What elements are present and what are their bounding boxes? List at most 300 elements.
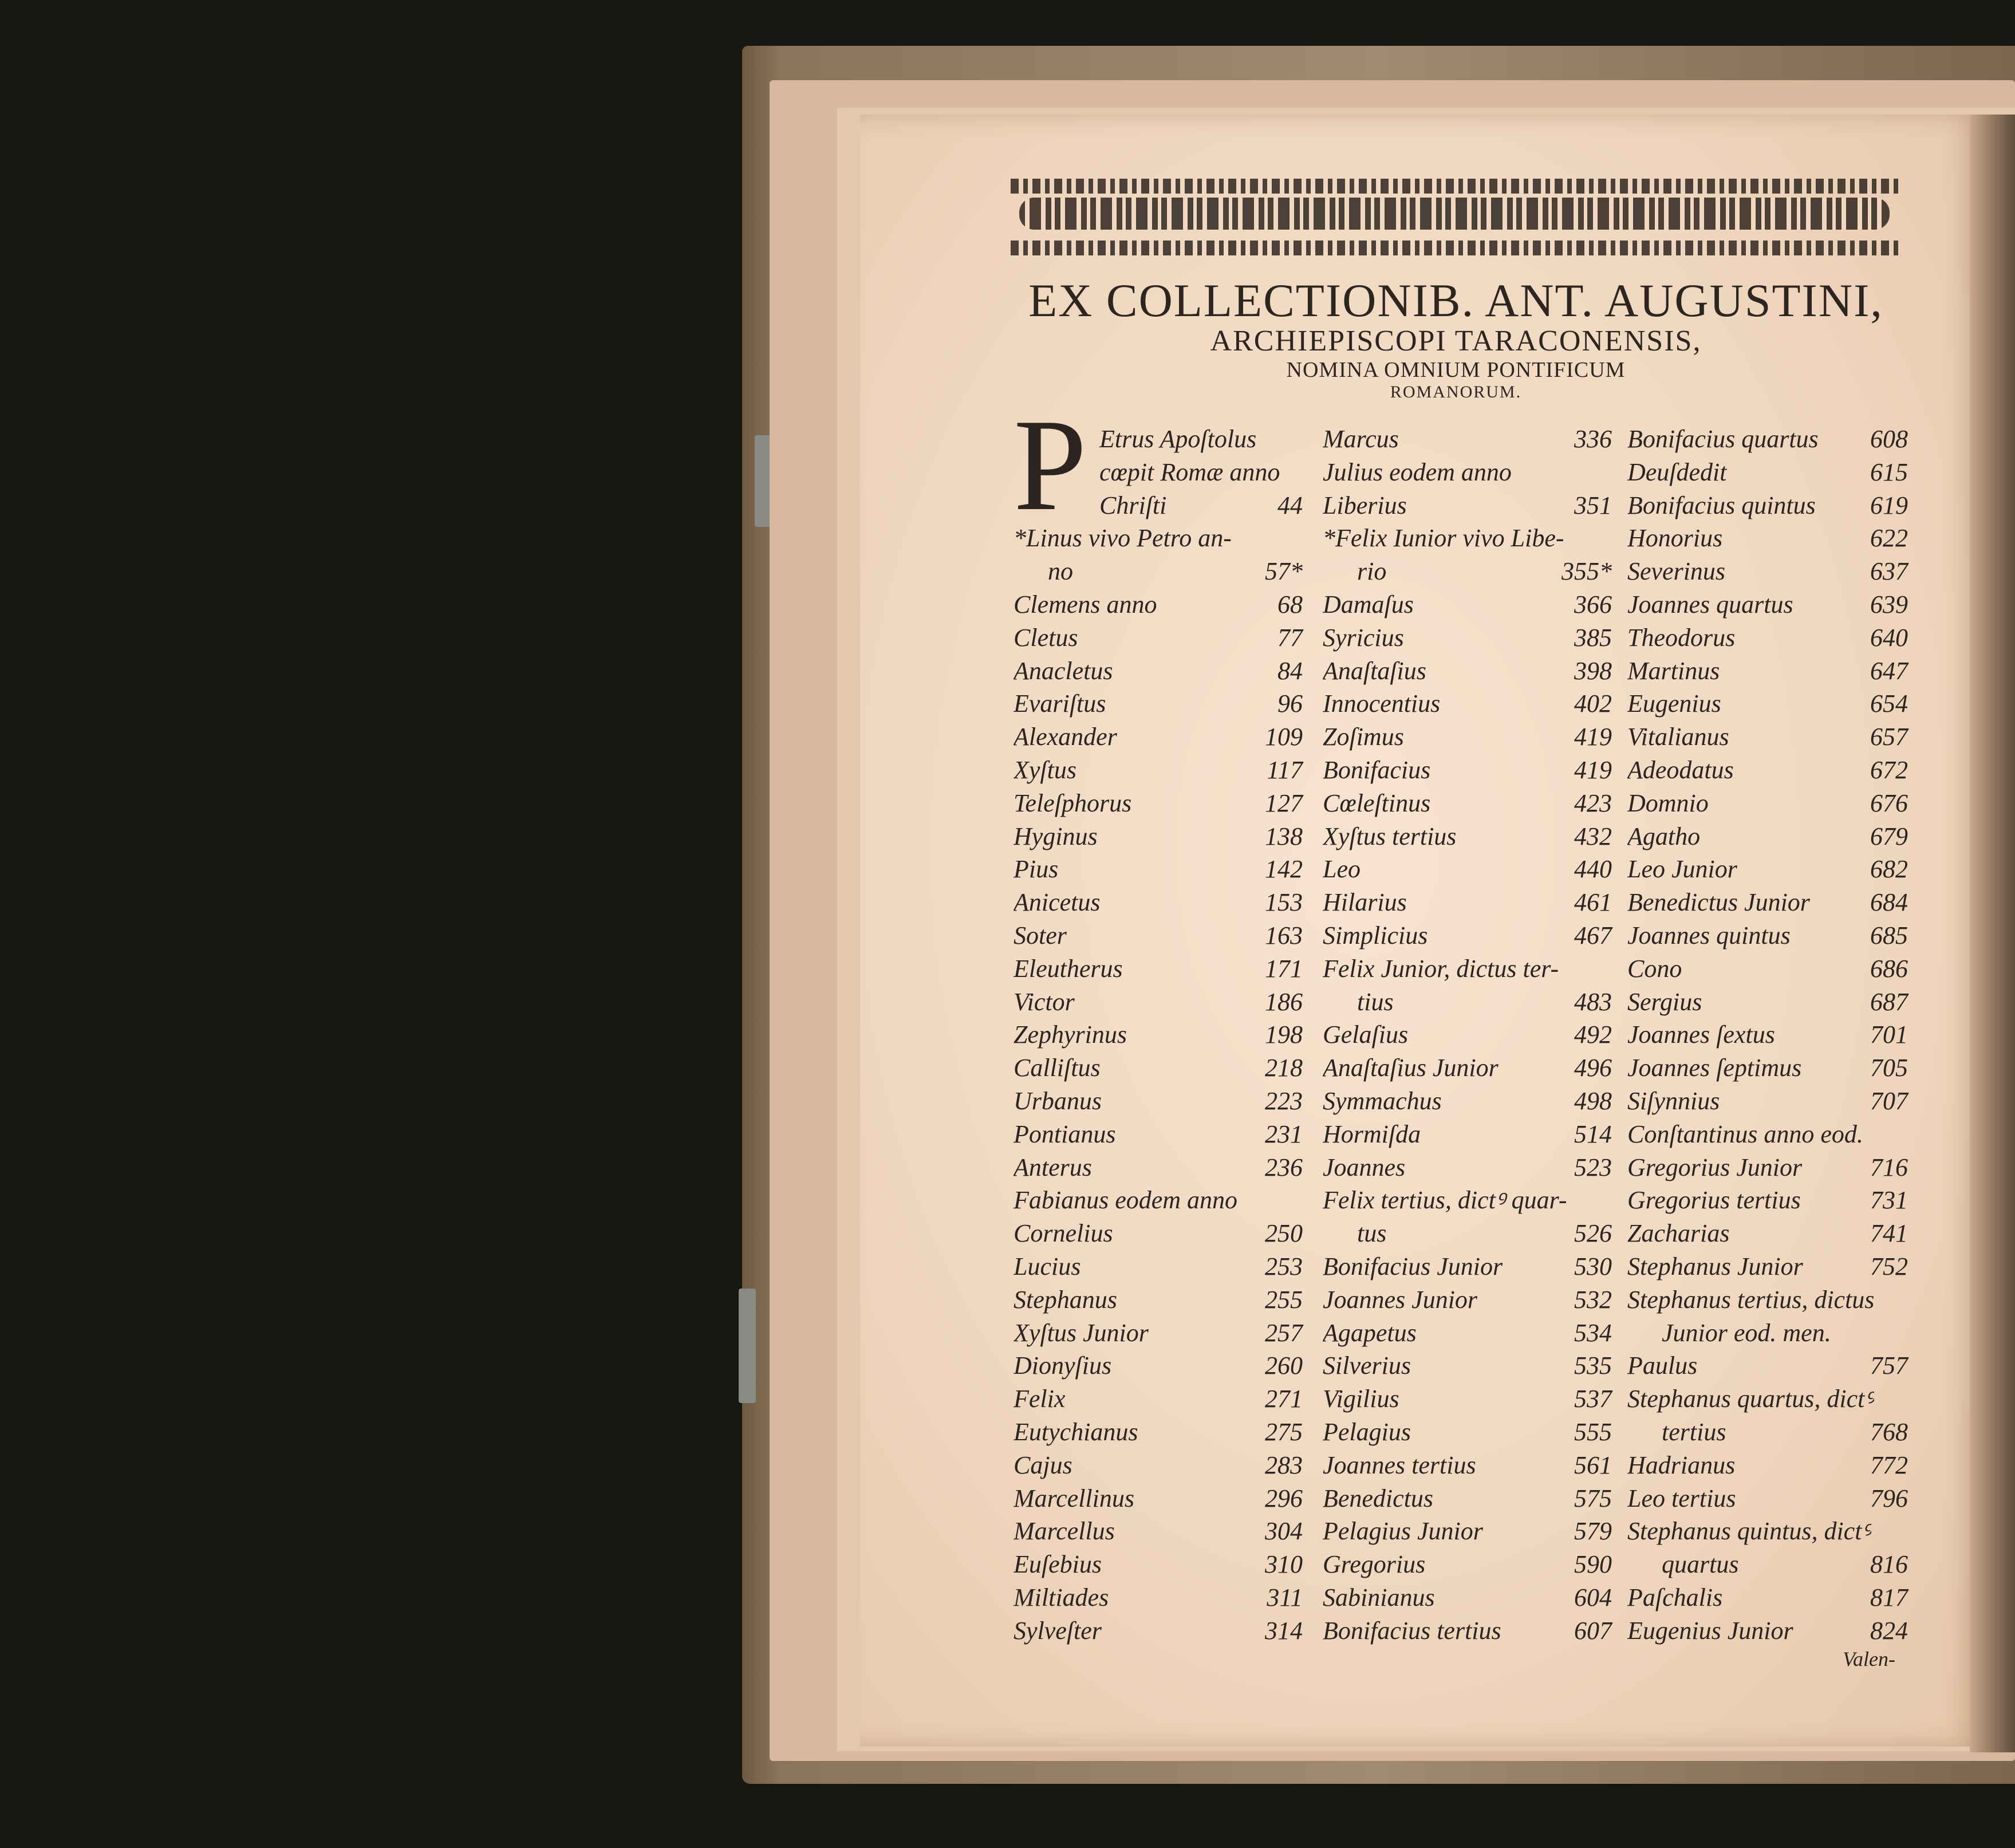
list-item (1014, 423, 1303, 456)
pope-year: 532 (1574, 1285, 1612, 1314)
pope-year: 707 (1870, 1086, 1908, 1115)
list-item (1627, 555, 1908, 588)
pope-name: Joannes tertius (1323, 1451, 1476, 1479)
pope-year: 741 (1870, 1219, 1908, 1248)
pope-year: 604 (1574, 1583, 1612, 1611)
list-item (1323, 1250, 1612, 1283)
pope-name: Sabinianus (1323, 1583, 1435, 1611)
pope-list-column-2 (1323, 423, 1612, 1647)
pope-year: 366 (1574, 590, 1612, 618)
pope-year: 117 (1267, 755, 1303, 784)
pope-name: Stephanus quartus, dictꝰ (1627, 1385, 1875, 1413)
pope-name: Bonifacius Junior (1323, 1252, 1503, 1280)
page-title: EX COLLECTIONIB. ANT. AUGUSTINI, (1028, 274, 1883, 326)
list-item (1323, 820, 1612, 853)
list-item (1627, 1449, 1908, 1482)
list-item (1627, 1250, 1908, 1283)
pope-name: Eugenius Junior (1627, 1616, 1793, 1645)
pope-name: Xyſtus (1014, 755, 1076, 784)
list-item (1014, 1283, 1303, 1317)
list-item (1323, 1382, 1612, 1416)
pope-name: Leo tertius (1627, 1484, 1736, 1512)
pope-name: Joannes ſextus (1627, 1020, 1775, 1049)
pope-year: 676 (1870, 789, 1908, 817)
pope-name: Joannes quartus (1627, 590, 1793, 618)
pope-name: Benedictus Junior (1627, 888, 1810, 917)
pope-name: Julius eodem anno (1323, 458, 1512, 486)
pope-name: Cletus (1014, 623, 1078, 652)
pope-name: tertius (1662, 1417, 1726, 1446)
pope-year: 423 (1574, 789, 1612, 817)
list-item (1014, 1217, 1303, 1250)
pope-name: Joannes quintus (1627, 921, 1791, 949)
list-item (1627, 1548, 1908, 1581)
pope-name: cœpit Romæ anno (1099, 458, 1280, 486)
pope-name: no (1048, 557, 1073, 586)
pope-year: 757 (1870, 1351, 1908, 1380)
pope-name: Eutychianus (1014, 1417, 1138, 1446)
list-item (1627, 1051, 1908, 1085)
pope-name: Xyſtus tertius (1323, 822, 1457, 850)
pope-name: Leo (1323, 855, 1361, 884)
pope-name: Hadrianus (1627, 1451, 1736, 1479)
list-item (1627, 1482, 1908, 1515)
pope-name: Stephanus quintus, dictꝰ (1627, 1517, 1872, 1546)
pope-year: 419 (1574, 755, 1612, 784)
pope-year: 579 (1574, 1517, 1612, 1546)
list-item (1323, 1317, 1612, 1350)
pope-year: 127 (1265, 789, 1303, 817)
list-item (1014, 1581, 1303, 1614)
list-item (1323, 952, 1612, 986)
pope-name: Anacletus (1014, 656, 1113, 685)
list-item (1627, 522, 1908, 555)
pope-name: Benedictus (1323, 1484, 1434, 1512)
pope-name: Paſchalis (1627, 1583, 1723, 1611)
pope-name: Marcus (1323, 425, 1399, 453)
pope-year: 296 (1265, 1484, 1303, 1512)
list-item (1627, 621, 1908, 655)
list-item (1014, 1018, 1303, 1051)
pope-name: Pelagius Junior (1323, 1517, 1483, 1546)
book-gutter (1970, 115, 2015, 1752)
list-item (1323, 1449, 1612, 1482)
pope-name: Honorius (1627, 524, 1723, 553)
pope-year: 311 (1267, 1583, 1303, 1611)
pope-name: Urbanus (1014, 1086, 1102, 1115)
list-item (1627, 720, 1908, 754)
pope-year: 57* (1265, 557, 1303, 586)
pope-year: 731 (1870, 1186, 1908, 1215)
pope-year: 255 (1265, 1285, 1303, 1314)
list-item (1014, 720, 1303, 754)
pope-year: 198 (1265, 1020, 1303, 1049)
pope-name: Innocentius (1323, 689, 1441, 718)
pope-year: 483 (1574, 987, 1612, 1016)
pope-name: Clemens anno (1014, 590, 1157, 618)
pope-year: 654 (1870, 689, 1908, 718)
list-item (1627, 886, 1908, 919)
pope-name: Adeodatus (1627, 755, 1734, 784)
pope-year: 314 (1265, 1616, 1303, 1645)
drop-cap: P (1014, 392, 1087, 538)
pope-year: 231 (1265, 1120, 1303, 1148)
list-item (1323, 1118, 1612, 1151)
list-item (1014, 1151, 1303, 1184)
list-item (1014, 621, 1303, 655)
list-item (1323, 555, 1612, 588)
pope-name: Zoſimus (1323, 723, 1404, 751)
list-item (1014, 588, 1303, 621)
pope-year: 526 (1574, 1219, 1612, 1248)
pope-name: Felix tertius, dictꝰ quar- (1323, 1186, 1567, 1215)
list-item (1627, 1581, 1908, 1614)
page-subtitle: ARCHIEPISCOPI TARACONENSIS, (1210, 325, 1702, 357)
list-item (1627, 1283, 1908, 1317)
pope-year: 186 (1265, 987, 1303, 1016)
pope-year: 398 (1574, 656, 1612, 685)
list-item (1627, 986, 1908, 1019)
pope-year: 496 (1574, 1054, 1612, 1082)
pope-name: Cajus (1014, 1451, 1072, 1479)
pope-year: 68 (1277, 590, 1303, 618)
catchword: Valen- (1843, 1648, 1895, 1670)
list-item (1627, 1018, 1908, 1051)
pope-name: Bonifacius (1323, 755, 1431, 784)
pope-year: 355* (1561, 557, 1612, 586)
list-item (1323, 1217, 1612, 1250)
list-item (1014, 456, 1303, 489)
ornament-band-bottom (1011, 241, 1901, 255)
list-item (1323, 754, 1612, 787)
ornament-band-top (1011, 179, 1901, 194)
pope-year: 253 (1265, 1252, 1303, 1280)
list-item (1627, 1184, 1908, 1217)
pope-year: 647 (1870, 656, 1908, 685)
pope-year: 138 (1265, 822, 1303, 850)
list-item (1014, 1482, 1303, 1515)
pope-name: Cornelius (1014, 1219, 1113, 1248)
list-item (1323, 986, 1612, 1019)
pope-year: 304 (1265, 1517, 1303, 1546)
pope-year: 402 (1574, 689, 1612, 718)
pope-name: Anicetus (1014, 888, 1101, 917)
pope-name: Victor (1014, 987, 1075, 1016)
list-item (1014, 1449, 1303, 1482)
pope-year: 639 (1870, 590, 1908, 618)
list-item (1627, 853, 1908, 886)
list-item (1014, 1317, 1303, 1350)
pope-year: 679 (1870, 822, 1908, 850)
pope-year: 250 (1265, 1219, 1303, 1248)
pope-name: Stephanus (1014, 1285, 1117, 1314)
list-item (1323, 1151, 1612, 1184)
list-item (1627, 919, 1908, 952)
pope-name: Sergius (1627, 987, 1702, 1016)
pope-name: Symmachus (1323, 1086, 1442, 1115)
pope-name: Fabianus eodem anno (1014, 1186, 1238, 1215)
list-item (1014, 1051, 1303, 1085)
pope-name: Theodorus (1627, 623, 1736, 652)
pope-name: Joannes Junior (1323, 1285, 1478, 1314)
page-heading-line3: NOMINA OMNIUM PONTIFICUM (1286, 358, 1626, 382)
pope-name: Teleſphorus (1014, 789, 1132, 817)
pope-year: 685 (1870, 921, 1908, 949)
list-item (1627, 1416, 1908, 1449)
list-item (1014, 1382, 1303, 1416)
pope-year: 236 (1265, 1153, 1303, 1181)
pope-name: Conſtantinus anno eod. (1627, 1120, 1863, 1148)
list-item (1014, 1184, 1303, 1217)
list-item (1323, 1085, 1612, 1118)
pope-name: Joannes (1323, 1153, 1406, 1181)
pope-name: tus (1357, 1219, 1387, 1248)
list-item (1323, 588, 1612, 621)
pope-name: Anaſtaſius Junior (1323, 1054, 1499, 1082)
pope-name: Pelagius (1323, 1417, 1411, 1446)
pope-year: 283 (1265, 1451, 1303, 1479)
list-item (1627, 1085, 1908, 1118)
list-item (1323, 456, 1612, 489)
pope-name: Silverius (1323, 1351, 1411, 1380)
pope-name: Paulus (1627, 1351, 1698, 1380)
list-item (1627, 489, 1908, 522)
pope-name: Siſynnius (1627, 1086, 1720, 1115)
pope-year: 351 (1574, 491, 1612, 519)
pope-name: Anaſtaſius (1323, 656, 1426, 685)
list-item (1627, 1349, 1908, 1382)
pope-year: 701 (1870, 1020, 1908, 1049)
pope-name: Calliſtus (1014, 1054, 1101, 1082)
list-item (1323, 522, 1612, 555)
pope-name: Gregorius tertius (1627, 1186, 1801, 1215)
pope-name: Xyſtus Junior (1014, 1318, 1149, 1347)
list-item (1014, 986, 1303, 1019)
pope-year: 419 (1574, 723, 1612, 751)
list-item (1014, 820, 1303, 853)
pope-year: 637 (1870, 557, 1908, 586)
pope-year: 608 (1870, 425, 1908, 453)
pope-year: 498 (1574, 1086, 1612, 1115)
pope-year: 163 (1265, 921, 1303, 949)
list-item (1014, 1515, 1303, 1548)
pope-year: 534 (1574, 1318, 1612, 1347)
list-item (1323, 787, 1612, 820)
pope-name: Felix (1014, 1385, 1066, 1413)
list-item (1323, 1581, 1612, 1614)
list-item (1627, 655, 1908, 688)
pope-name: Hilarius (1323, 888, 1407, 917)
pope-year: 817 (1870, 1583, 1908, 1611)
pope-year: 271 (1265, 1385, 1303, 1413)
pope-year: 385 (1574, 623, 1612, 652)
list-item (1627, 423, 1908, 456)
pope-name: Martinus (1627, 656, 1720, 685)
list-item (1323, 886, 1612, 919)
book-clasp-lower (739, 1289, 756, 1403)
pope-year: 336 (1574, 425, 1612, 453)
pope-year: 84 (1277, 656, 1303, 685)
pope-name: tius (1357, 987, 1394, 1016)
pope-year: 752 (1870, 1252, 1908, 1280)
pope-year: 260 (1265, 1351, 1303, 1380)
pope-name: Dionyſius (1014, 1351, 1112, 1380)
pope-year: 657 (1870, 723, 1908, 751)
pope-year: 440 (1574, 855, 1612, 884)
pope-year: 223 (1265, 1086, 1303, 1115)
pope-name: Vitalianus (1627, 723, 1729, 751)
list-item (1014, 754, 1303, 787)
list-item (1323, 1283, 1612, 1317)
pope-year: 768 (1870, 1417, 1908, 1446)
list-item (1014, 489, 1303, 522)
list-item (1627, 1317, 1908, 1350)
list-item (1014, 919, 1303, 952)
pope-name: Felix Junior, dictus ter- (1323, 954, 1559, 983)
list-item (1627, 754, 1908, 787)
pope-year: 275 (1265, 1417, 1303, 1446)
pope-name: Anterus (1014, 1153, 1092, 1181)
pope-name: Cœleſtinus (1323, 789, 1431, 817)
list-item (1627, 687, 1908, 720)
pope-year: 686 (1870, 954, 1908, 983)
pope-year: 523 (1574, 1153, 1612, 1181)
pope-name: Cono (1627, 954, 1682, 983)
pope-list-column-3 (1627, 423, 1908, 1647)
pope-name: Hormiſda (1323, 1120, 1421, 1148)
list-item (1014, 952, 1303, 986)
ornament-band-middle (1019, 198, 1890, 230)
pope-year: 461 (1574, 888, 1612, 917)
pope-year: 824 (1870, 1616, 1908, 1645)
pope-name: Domnio (1627, 789, 1709, 817)
pope-year: 561 (1574, 1451, 1612, 1479)
pope-name: Euſebius (1014, 1550, 1102, 1579)
list-item (1627, 952, 1908, 986)
pope-year: 492 (1574, 1020, 1612, 1049)
pope-year: 705 (1870, 1054, 1908, 1082)
pope-name: Pius (1014, 855, 1059, 884)
pope-list-column-1 (1014, 423, 1303, 1647)
list-item (1323, 621, 1612, 655)
pope-name: Zephyrinus (1014, 1020, 1127, 1049)
pope-name: Hyginus (1014, 822, 1098, 850)
pope-name: Bonifacius quartus (1627, 425, 1819, 453)
list-item (1627, 787, 1908, 820)
pope-year: 44 (1277, 491, 1303, 519)
pope-name: Gregorius Junior (1627, 1153, 1803, 1181)
pope-year: 109 (1265, 723, 1303, 751)
list-item (1627, 820, 1908, 853)
pope-year: 575 (1574, 1484, 1612, 1512)
list-item (1627, 1151, 1908, 1184)
list-item (1014, 853, 1303, 886)
list-item (1014, 787, 1303, 820)
pope-year: 153 (1265, 888, 1303, 917)
pope-name: Joannes ſeptimus (1627, 1054, 1802, 1082)
pope-year: 687 (1870, 987, 1908, 1016)
pope-name: Chriſti (1099, 491, 1167, 519)
pope-name: Sylveſter (1014, 1616, 1102, 1645)
pope-name: Gelaſius (1323, 1020, 1409, 1049)
pope-name: Miltiades (1014, 1583, 1109, 1611)
pope-year: 555 (1574, 1417, 1612, 1446)
pope-name: Marcellus (1014, 1517, 1115, 1546)
pope-name: Bonifacius quintus (1627, 491, 1816, 519)
pope-name: Evariſtus (1014, 689, 1106, 718)
list-item (1014, 522, 1303, 555)
pope-name: *Felix Iunior vivo Libe- (1323, 524, 1564, 553)
list-item (1323, 655, 1612, 688)
list-item (1014, 886, 1303, 919)
pope-name: Leo Junior (1627, 855, 1737, 884)
pope-name: Severinus (1627, 557, 1726, 586)
list-item (1323, 720, 1612, 754)
pope-year: 432 (1574, 822, 1612, 850)
pope-name: Junior eod. men. (1662, 1318, 1831, 1347)
list-item (1323, 1051, 1612, 1085)
pope-name: Alexander (1014, 723, 1117, 751)
list-item (1014, 1085, 1303, 1118)
list-item (1627, 1515, 1908, 1548)
pope-year: 682 (1870, 855, 1908, 884)
pope-name: Etrus Apoſtolus (1099, 425, 1257, 453)
list-item (1323, 1548, 1612, 1581)
pope-year: 590 (1574, 1550, 1612, 1579)
pope-year: 142 (1265, 855, 1303, 884)
list-item (1323, 1416, 1612, 1449)
list-item (1323, 1515, 1612, 1548)
pope-name: Liberius (1323, 491, 1407, 519)
list-item (1627, 1614, 1908, 1648)
pope-year: 622 (1870, 524, 1908, 553)
list-item (1323, 1349, 1612, 1382)
pope-year: 619 (1870, 491, 1908, 519)
list-item (1323, 1614, 1612, 1648)
pope-year: 716 (1870, 1153, 1908, 1181)
pope-name: Bonifacius tertius (1323, 1616, 1501, 1645)
list-item (1014, 555, 1303, 588)
list-item (1627, 456, 1908, 489)
pope-year: 310 (1265, 1550, 1303, 1579)
list-item (1627, 1217, 1908, 1250)
pope-year: 537 (1574, 1385, 1612, 1413)
pope-name: Marcellinus (1014, 1484, 1134, 1512)
pope-year: 816 (1870, 1550, 1908, 1579)
list-item (1014, 1416, 1303, 1449)
list-item (1323, 853, 1612, 886)
pope-name: Syricius (1323, 623, 1404, 652)
list-item (1323, 919, 1612, 952)
pope-year: 640 (1870, 623, 1908, 652)
list-item (1014, 655, 1303, 688)
list-item (1323, 423, 1612, 456)
pope-year: 96 (1277, 689, 1303, 718)
pope-year: 257 (1265, 1318, 1303, 1347)
pope-name: rio (1357, 557, 1387, 586)
pope-name: Stephanus tertius, dictus (1627, 1285, 1875, 1314)
pope-year: 218 (1265, 1054, 1303, 1082)
list-item (1014, 687, 1303, 720)
pope-year: 607 (1574, 1616, 1612, 1645)
pope-name: Simplicius (1323, 921, 1428, 949)
pope-name: Zacharias (1627, 1219, 1730, 1248)
pope-year: 684 (1870, 888, 1908, 917)
pope-year: 615 (1870, 458, 1908, 486)
pope-name: Agatho (1627, 822, 1701, 850)
pope-year: 535 (1574, 1351, 1612, 1380)
list-item (1627, 1118, 1908, 1151)
